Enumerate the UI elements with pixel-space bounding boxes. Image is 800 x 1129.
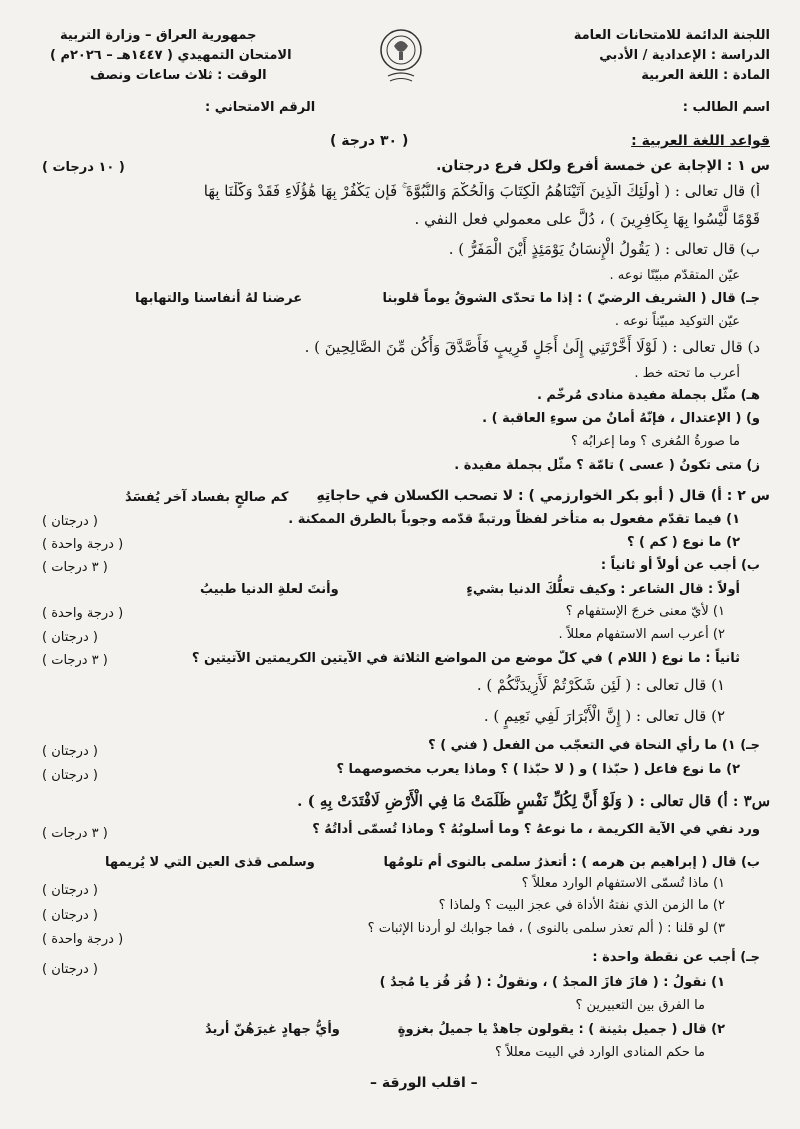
- q2-first-q1-mark: ( درجة واحدة ): [42, 606, 124, 621]
- q3-c1-q: ما الفرق بين التعبيرين ؟: [575, 998, 705, 1013]
- q3-c2-verse-b: وأيُّ جهادٍ غيرَهُنّ أريدُ: [205, 1022, 340, 1037]
- q1-d-line2: أعرب ما تحته خط .: [634, 366, 740, 381]
- q3-b1-verse-b: وسلمى قذى العين التي لا يُريمها: [105, 855, 315, 870]
- q3-b4: ٣) لو قلنا : ( ألم تعذر سلمى بالنوى ) ، فما جوابك لو أردنا الإثبات ؟: [367, 921, 725, 936]
- q2-c2: ٢) ما نوع فاعل ( حبّذا ) و ( لا حبّذا ) ؟ وماذا يعرب مخصوصهما ؟: [336, 762, 740, 777]
- q2-c1: جـ) ١) ما رأي النحاة في التعجّب من الفعل ( فني ) ؟: [428, 738, 760, 753]
- q3-b2-mark: ( درجتان ): [42, 883, 98, 898]
- exam-type-label: الامتحان التمهيدي ( ١٤٤٧هـ – ٢٠٢٦م ): [50, 48, 292, 63]
- q3-c1: ١) نقولُ : ( فازَ فازَ المجدُ ) ، ونقولُ : ( فُز فُز يا مُجدُ ): [379, 975, 725, 990]
- q1-c-verse-b: عرضنا لهُ أنفاسنا والتهابها: [135, 291, 303, 306]
- q1-c-line1: جـ) قال ( الشريف الرضيّ ) : إذا ما تحدّى الشوقُ يوماً قلوبنا: [382, 291, 760, 306]
- q3-c2: ٢) قال ( جميل بثينة ) : يقولون جاهدْ يا جميلُ بغزوةٍ: [397, 1022, 725, 1037]
- q3-c: جـ) أجب عن نقطة واحدة :: [592, 950, 760, 965]
- q3-b4-mark: ( درجة واحدة ): [42, 932, 124, 947]
- q3-a2-mark: ( ٣ درجات ): [42, 826, 108, 841]
- q3-c-mark: ( درجتان ): [42, 962, 98, 977]
- q2-verse-b: كم صالحٍ بفساد آخر يُفسَدُ: [125, 490, 289, 505]
- q2-first-verse-a: أولاً : قال الشاعر : وكيف تعلُّكَ الدنيا بشيءٍ: [466, 582, 740, 597]
- section-score: ( ٣٠ درجة ): [330, 133, 409, 149]
- subject-label: المادة : اللغة العربية: [641, 68, 770, 83]
- ministry-label: جمهورية العراق – وزارة التربية: [60, 28, 257, 43]
- q2-second-mark: ( ٣ درجات ): [42, 653, 108, 668]
- q1-z: ز) متى تكونُ ( عسى ) تامّة ؟ مثّل بجملة مفيدة .: [454, 458, 760, 473]
- q3-a1: س٣ : أ) قال تعالى : ( وَلَوْ أَنَّ لِكُلِّ نَفْسٍ ظَلَمَتْ مَا فِي الْأَرْضِ لَافْتَدَتْ بِهِ ) .: [297, 792, 770, 810]
- q2-c1-mark: ( درجتان ): [42, 744, 98, 759]
- committee-label: اللجنة الدائمة للامتحانات العامة: [573, 28, 770, 43]
- q3-a2: ورد نفي في الآية الكريمة ، ما نوعهُ ؟ وما أسلوبُهُ ؟ وماذا تُسمّى أداتُهُ ؟: [312, 822, 760, 837]
- q2-first-q2-mark: ( درجتان ): [42, 630, 98, 645]
- q1-c-line2: عيّن التوكيد مبيّناً نوعه .: [614, 314, 740, 329]
- section-title: قواعد اللغة العربية :: [631, 133, 770, 149]
- q2-a1-mark: ( درجتان ): [42, 514, 98, 529]
- q2-first-verse-b: وأنتَ لعلةِ الدنيا طبيبُ: [200, 582, 339, 597]
- q2-second-ayah2: ٢) قال تعالى : ( إِنَّ الْأَبْرَارَ لَفِي نَعِيمٍ ) .: [483, 707, 725, 725]
- q3-b1: ب) قال ( إبراهيم بن هرمه ) : أتعذرُ سلمى بالنوى أم تلومُها: [383, 855, 760, 870]
- q2-first-q2: ٢) أعرب اسم الاستفهام معللاً .: [558, 627, 725, 642]
- q2-b-mark: ( ٣ درجات ): [42, 560, 108, 575]
- q1-w-line2: ما صورةُ المُغرى ؟ وما إعرابُه ؟: [570, 434, 740, 449]
- q1-a-line1: أ) قال تعالى : ( أُولَٰئِكَ الَّذِينَ آتَيْنَاهُمُ الْكِتَابَ وَالْحُكْمَ وَالنُّبُوَّةَ ۚ فَإِن يَكْفُرْ بِهَا هَٰؤُلَاءِ فَقَدْ وَكَّلْنَا بِهَا: [203, 182, 760, 200]
- q1-mark: ( ١٠ درجات ): [42, 160, 125, 175]
- q1-h: هـ) مثّل بجملة مفيدة منادى مُرخّم .: [536, 388, 760, 403]
- q2-second-ayah1: ١) قال تعالى : ( لَئِن شَكَرْتُمْ لَأَزِيدَنَّكُمْ ) .: [476, 676, 725, 694]
- q2-a1: ١) فيما تقدّم مفعول به متأخر لفظاً ورتبةً قدّمه وجوباً بالطرق الممكنة .: [288, 512, 740, 527]
- turn-page-note: – اقلب الورقة –: [370, 1075, 478, 1091]
- q2-c2-mark: ( درجتان ): [42, 768, 98, 783]
- study-label: الدراسة : الإعدادية / الأدبي: [599, 48, 770, 63]
- q1-b-line1: ب) قال تعالى : ( يَقُولُ الْإِنسَانُ يَوْمَئِذٍ أَيْنَ الْمَفَرُّ ) .: [448, 240, 760, 258]
- q3-b2: ١) ماذا تُسمّى الاستفهام الوارد معللاً ؟: [521, 876, 725, 891]
- q1-heading: س ١ : الإجابة عن خمسة أفرع ولكل فرع درجتان.: [436, 158, 770, 174]
- q2-first-q1: ١) لأيّ معنى خرجَ الإستفهام ؟: [565, 604, 725, 619]
- q2-b: ب) أجب عن أولاً أو ثانياً :: [600, 558, 760, 573]
- q3-b3-mark: ( درجتان ): [42, 908, 98, 923]
- q1-d-line1: د) قال تعالى : ( لَوْلَا أَخَّرْتَنِي إِلَىٰ أَجَلٍ قَرِيبٍ فَأَصَّدَّقَ وَأَكُن مِّنَ الصَّالِحِينَ ) .: [304, 338, 760, 356]
- student-name-label: اسم الطالب :: [682, 100, 770, 115]
- time-label: الوقت : ثلاث ساعات ونصف: [90, 68, 267, 83]
- q2-heading: س ٢ : أ) قال ( أبو بكر الخوارزمي ) : لا تصحب الكسلان في حاجاتِهِ: [316, 488, 770, 504]
- q3-b3: ٢) ما الزمن الذي نفتهُ الأداة في عجز البيت ؟ ولماذا ؟: [438, 898, 725, 913]
- q2-a2-mark: ( درجة واحدة ): [42, 537, 124, 552]
- exam-number-label: الرقم الامتحاني :: [205, 100, 316, 115]
- q1-b-line2: عيّن المتقدّم مبيّنًا نوعه .: [609, 268, 740, 283]
- q3-c2-q: ما حكم المنادى الوارد في البيت معللاً ؟: [494, 1045, 705, 1060]
- ministry-seal-icon: [376, 26, 426, 86]
- q2-second: ثانياً : ما نوع ( اللام ) في كلّ موضع من المواضع الثلاثة في الآيتين الكريمتين الآتيتين ؟: [191, 651, 740, 666]
- q1-w-line1: و) ( الإعتدال ، فإنّهُ أمانٌ من سوءِ العاقبة ) .: [482, 411, 760, 426]
- q2-a2: ٢) ما نوع ( كم ) ؟: [626, 535, 740, 550]
- q1-a-line2: قَوْمًا لَّيْسُوا بِهَا بِكَافِرِينَ ) ، دُلَّ على معمولي فعل النفي .: [414, 210, 760, 228]
